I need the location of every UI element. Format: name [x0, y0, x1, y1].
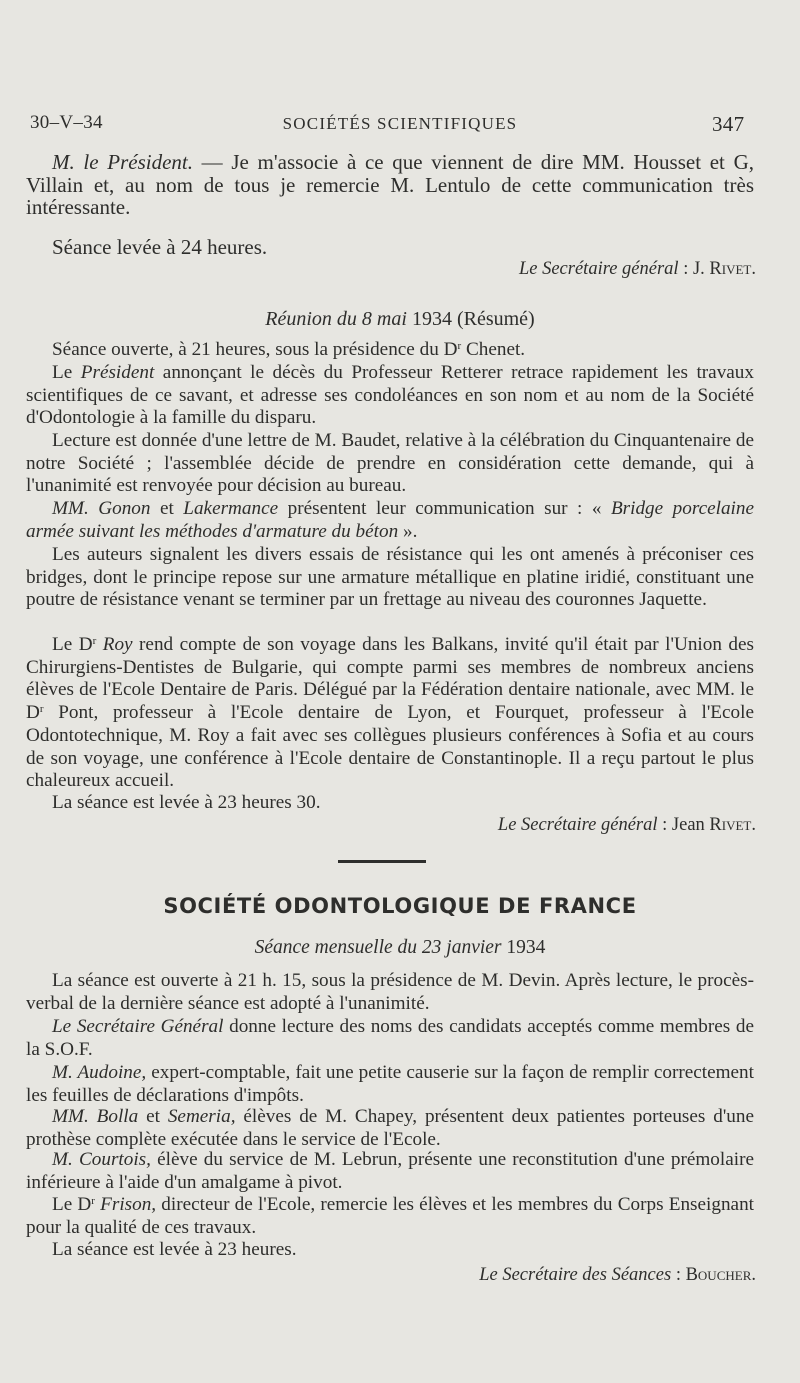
opening-paragraph: La séance est ouverte à 21 h. 15, sous la présidence de M. Devin. Après lecture, le procès-verbal de la dernière séance est adopté à l'unanimité. [26, 970, 754, 1014]
signature: Le Secrétaire des Séances : Boucher. [479, 1265, 756, 1285]
closing-line: La séance est levée à 23 heures 30. [52, 792, 321, 813]
speaker: M. le Président. [52, 150, 193, 174]
society-heading: SOCIÉTÉ ODONTOLOGIQUE DE FRANCE [163, 894, 637, 918]
running-head-left: 30–V–34 [30, 112, 103, 133]
running-head-title: SOCIÉTÉS SCIENTIFIQUES [282, 114, 518, 133]
secretary-paragraph: Le Secrétaire Général donne lecture des noms des candidats acceptés comme membres de la S.O.F. [26, 1016, 755, 1060]
meeting-heading: Réunion du 8 mai 1934 (Résumé) [265, 308, 535, 330]
president-paragraph: M. le Président. — Je m'associe à ce que viennent de dire MM. Housset et G, Villain et, au nom de tous je remercie M. Lentulo de cette communication très intéressante. [26, 150, 754, 220]
roy-paragraph: Le $D^r$ Roy rend compte de son voyage dans les Balkans, invité qu'il était par l'Union des Chirurgiens-Dentistes de Bulgarie, qui compte parmi ses membres de nombreux anciens élèves de l'Ecole Dentaire de Paris. Délégué par la Fédération dentaire nationale, avec MM. le $D^r$ Pont, professeur à l'Ecole dentaire de Lyon, et Fourquet, professeur à l'Ecole Odontotechnique, M. Roy a fait avec ses collègues plusieurs conférences à Sofia et au cours de son voyage, une conférence à l'Ecole dentaire de Constantinople. Il a reçu partout le plus chaleureux accueil. [26, 634, 754, 792]
closing-line: Séance levée à 24 heures. [52, 235, 268, 259]
signature: Le Secrétaire général : J. Rivet. [518, 259, 756, 279]
page-number: 347 [712, 112, 745, 136]
opening-paragraph: Séance ouverte, à 21 heures, sous la présidence du $D^r$ Chenet. [52, 339, 526, 360]
bolla-semeria-paragraph: MM. Bolla et Semeria, élèves de M. Chapey, présentent deux patientes porteuses d'une prothèse complète exécutée dans le service de l'Ecole. [26, 1106, 754, 1150]
audoine-paragraph: M. Audoine, expert-comptable, fait une petite causerie sur la façon de remplir correctement les feuilles de déclarations d'impôts. [26, 1062, 754, 1106]
meeting-heading: Séance mensuelle du 23 janvier 1934 [254, 937, 546, 958]
signature: Le Secrétaire général : Jean Rivet. [497, 815, 756, 835]
section-divider [338, 860, 426, 863]
courtois-paragraph: M. Courtois, élève du service de M. Lebrun, présente une reconstitution d'une prémolaire inférieure à l'aide d'un amalgame à pivot. [26, 1149, 754, 1193]
closing-line: La séance est levée à 23 heures. [52, 1239, 297, 1260]
communication-paragraph: MM. Gonon et Lakermance présentent leur communication sur : « Bridge porcelaine armée suivant les méthodes d'armature du béton ». [26, 498, 754, 542]
president-announcement-paragraph: Le Président annonçant le décès du Professeur Retterer retrace rapidement les travaux scientifiques de ce savant, et adresse ses condoléances en son nom et au nom de la Société d'Odontologie à la famille du disparu. [26, 362, 754, 429]
frison-paragraph: Le $D^r$ Frison, directeur de l'Ecole, remercie les élèves et les membres du Corps Enseignant pour la qualité de ces travaux. [26, 1194, 754, 1238]
authors-paragraph: Les auteurs signalent les divers essais de résistance qui les ont amenés à préconiser ces bridges, dont le principe repose sur une armature métallique en platine iridié, constituant une poutre de résistance venant se terminer par un frettage au niveau des couronnes Jaquette. [26, 544, 754, 611]
letter-paragraph: Lecture est donnée d'une lettre de M. Baudet, relative à la célébration du Cinquantenaire de notre Société ; l'assemblée décide de prendre en considération cette demande, qui à l'unanimité est renvoyée pour décision au bureau. [26, 430, 754, 497]
